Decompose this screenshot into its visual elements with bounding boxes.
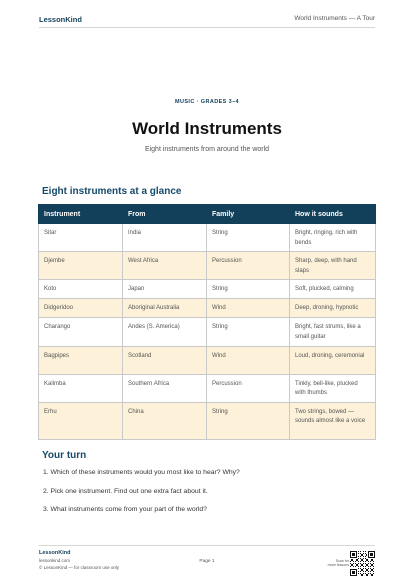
page-subtitle: Eight instruments from around the world (144, 146, 270, 153)
table-row (39, 224, 376, 252)
table-cell: String (207, 402, 290, 439)
table-row (39, 318, 376, 346)
table-cell: Percussion (207, 252, 290, 280)
table-row (39, 252, 376, 280)
scan-caption (319, 559, 349, 568)
qr-code-icon[interactable] (350, 551, 375, 576)
column-header: How it sounds (290, 205, 376, 224)
table-cell: Bright, fast strums, like a small guitar (290, 318, 376, 346)
footer-site-link[interactable]: lessonkind.com (39, 558, 71, 563)
header-divider (39, 27, 375, 28)
footer-copyright: © LessonKind — for classroom use only (39, 565, 120, 570)
table-cell: Bright, ringing, rich with bends (290, 224, 376, 252)
table-row (39, 299, 376, 318)
scan-caption-line: Scan for (335, 559, 349, 563)
table-cell: String (207, 224, 290, 252)
table-cell: Scotland (123, 346, 207, 374)
table-cell: Sitar (39, 224, 123, 252)
table-cell: Wind (207, 299, 290, 318)
glance-heading: Eight instruments at a glance (42, 186, 182, 197)
table-cell: Charango (39, 318, 123, 346)
table-cell: Loud, droning, ceremonial (290, 346, 376, 374)
table-cell: Soft, plucked, calming (290, 280, 376, 299)
instruments-table (38, 204, 376, 440)
table-cell: Aboriginal Australia (123, 299, 207, 318)
table-cell: Koto (39, 280, 123, 299)
table-cell: Andes (S. America) (123, 318, 207, 346)
table-cell: Bagpipes (39, 346, 123, 374)
question-item: 2. Pick one instrument. Find out one extra fact about it. (43, 488, 208, 495)
column-header: Instrument (39, 205, 123, 224)
question-item: 3. What instruments come from your part of the world? (43, 506, 207, 513)
table-cell: Tinkly, bell-like, plucked with thumbs (290, 374, 376, 402)
table-cell: Sharp, deep, with hand slaps (290, 252, 376, 280)
table-cell: India (123, 224, 207, 252)
table-cell: Kalimba (39, 374, 123, 402)
table-cell: String (207, 318, 290, 346)
table-row (39, 402, 376, 439)
page-title: World Instruments (132, 119, 282, 138)
question-item: 1. Which of these instruments would you most like to hear? Why? (43, 469, 240, 476)
table-cell: China (123, 402, 207, 439)
table-cell: Djembe (39, 252, 123, 280)
table-cell: Wind (207, 346, 290, 374)
table-cell: Erhu (39, 402, 123, 439)
table-cell: Two strings, bowed — sounds almost like a voice (290, 402, 376, 439)
column-header: Family (207, 205, 290, 224)
page-number: Page 1 (199, 559, 215, 564)
table-cell: Percussion (207, 374, 290, 402)
table-row (39, 374, 376, 402)
subject-kicker: MUSIC · GRADES 3–4 (174, 99, 240, 105)
footer-divider (39, 545, 375, 546)
table-row (39, 280, 376, 299)
document-tag: World Instruments — A Tour (294, 15, 375, 22)
scan-caption-line: more lessons (327, 563, 349, 568)
your-turn-heading: Your turn (42, 450, 87, 461)
column-header: From (123, 205, 207, 224)
table-cell: Southern Africa (123, 374, 207, 402)
table-header-row (39, 205, 376, 224)
table-cell: String (207, 280, 290, 299)
table-cell: Deep, droning, hypnotic (290, 299, 376, 318)
table-row (39, 346, 376, 374)
page-header (0, 0, 414, 30)
brand-name: LessonKind (39, 15, 82, 24)
table-cell: Didgeridoo (39, 299, 123, 318)
footer-brand: LessonKind (39, 550, 71, 556)
table-cell: Japan (123, 280, 207, 299)
table-cell: West Africa (123, 252, 207, 280)
